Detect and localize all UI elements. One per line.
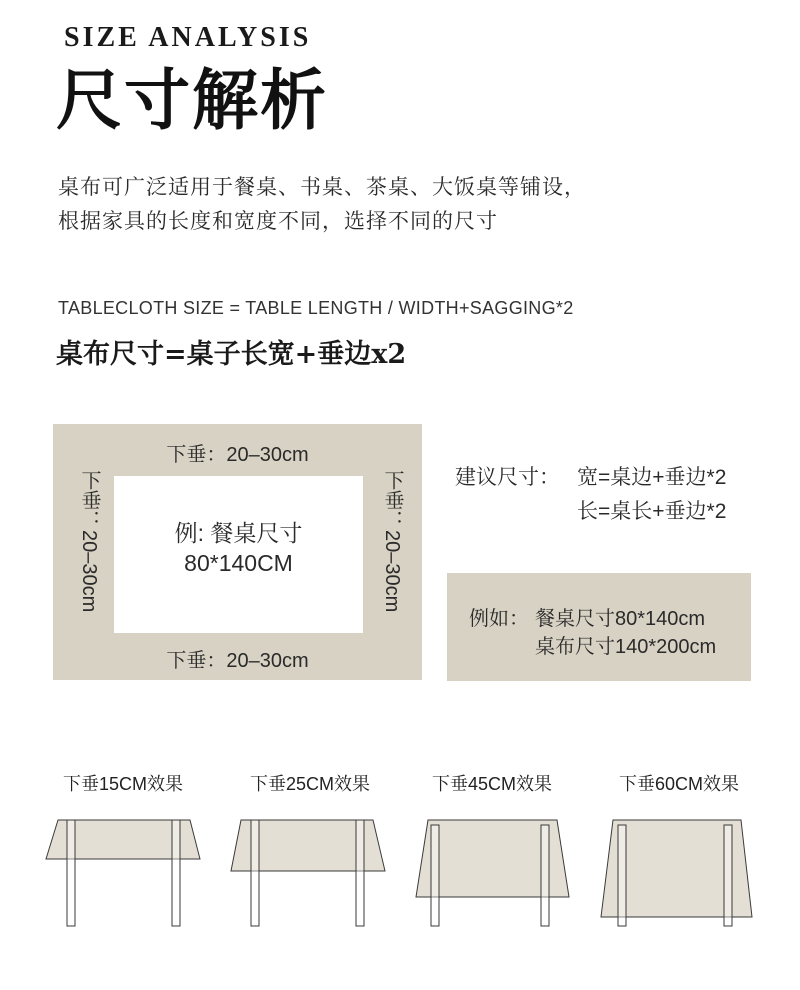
sag-label-bottom: 下垂：20–30cm: [166, 650, 309, 672]
table-drape-15cm-illustration: [44, 815, 204, 930]
table-leg: [251, 820, 259, 926]
example-cloth-size: 桌布尺寸140*200cm: [535, 636, 717, 658]
effect-caption-25: 下垂25CM效果: [249, 774, 370, 794]
example-label: 例如：: [469, 608, 529, 630]
table-size-line-2: 80*140CM: [184, 550, 293, 576]
suggestion-width-rule: 宽=桌边+垂边*2: [577, 466, 727, 489]
sag-label-left: 下垂：20–30cm: [78, 470, 100, 613]
table-size-line-1: 例: 餐桌尺寸: [174, 520, 303, 546]
page-title: 尺寸解析: [56, 61, 328, 139]
suggestion-length-rule: 长=桌长+垂边*2: [577, 500, 727, 523]
table-leg: [541, 825, 549, 926]
table-size-label: [114, 518, 363, 578]
table-drape-60cm-illustration: [598, 815, 758, 930]
effect-caption-45: 下垂45CM效果: [431, 774, 552, 794]
suggestion-label: 建议尺寸：: [455, 466, 560, 489]
table-drape-45cm-illustration: [413, 815, 573, 930]
table-top-area: [114, 476, 363, 633]
sag-label-right: 下垂：20–30cm: [381, 470, 403, 613]
table-leg: [172, 820, 180, 926]
effect-caption-15: 下垂15CM效果: [62, 774, 183, 794]
sag-label-top: 下垂：20–30cm: [166, 444, 309, 466]
size-diagram: [53, 424, 422, 680]
effect-caption-60: 下垂60CM效果: [618, 774, 739, 794]
table-drape-25cm-illustration: [229, 815, 389, 930]
table-leg: [724, 825, 732, 926]
formula-english: TABLECLOTH SIZE = TABLE LENGTH / WIDTH+SAGGING*2: [58, 298, 574, 318]
table-leg: [431, 825, 439, 926]
example-table-size: 餐桌尺寸80*140cm: [535, 608, 706, 630]
example-box: [447, 573, 751, 681]
section-kicker: SIZE ANALYSIS: [64, 22, 312, 53]
formula-chinese: 桌布尺寸=桌子长宽+垂边x2: [56, 339, 407, 370]
table-leg: [618, 825, 626, 926]
intro-line-2: 根据家具的长度和宽度不同，选择不同的尺寸: [58, 210, 498, 233]
intro-line-1: 桌布可广泛适用于餐桌、书桌、茶桌、大饭桌等铺设，: [58, 176, 586, 199]
table-leg: [67, 820, 75, 926]
table-leg: [356, 820, 364, 926]
